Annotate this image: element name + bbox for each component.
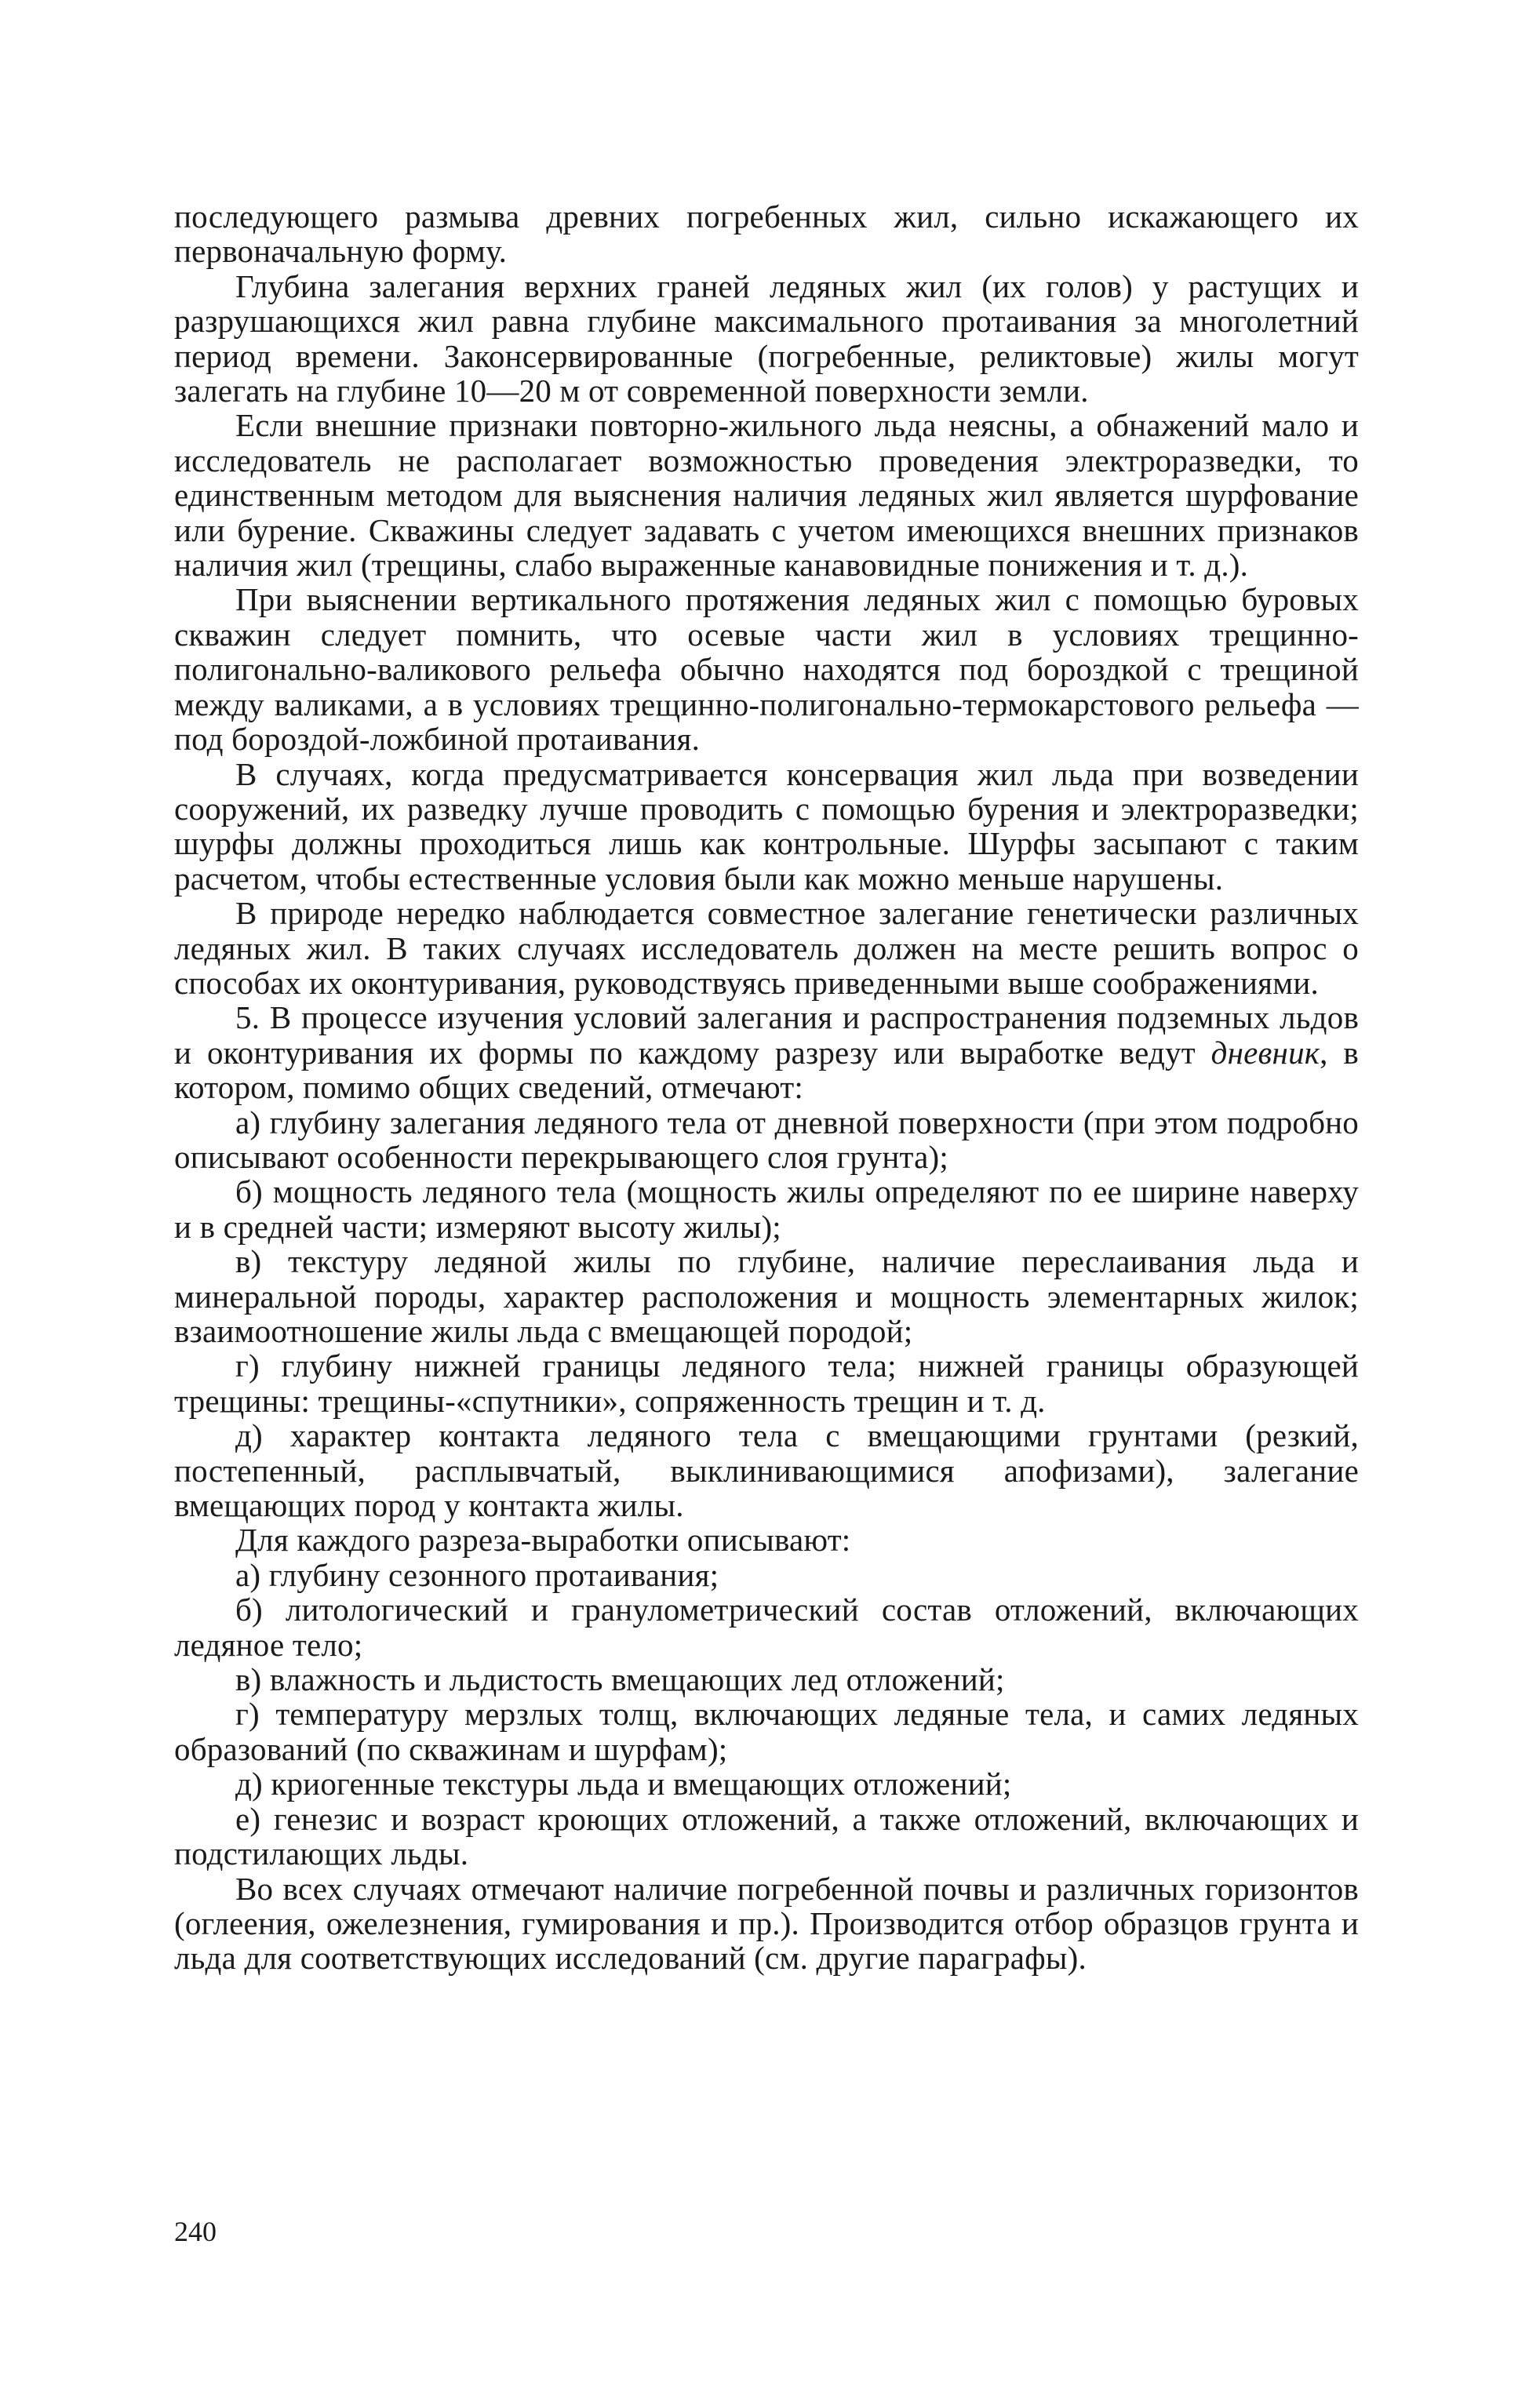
paragraph: В природе нередко наблюдается совместное залегание генетически различных ледяных жил. В таких случаях исследователь должен на месте решить вопрос о способах их оконтуривания, руководствуясь приведенными выше соображениями. bbox=[174, 895, 1359, 1001]
paragraph: Во всех случаях отмечают наличие погребенной почвы и различных горизонтов (оглеения, ожелезнения, гумирования и пр.). Производится отбор образцов грунта и льда для соответствующих исследований (см. другие параграфы). bbox=[174, 1870, 1359, 1977]
paragraph bbox=[174, 1000, 1359, 1104]
list-item: а) глубину залегания ледяного тела от дневной поверхности (при этом подробно описывают особенности перекрывающего слоя грунта); bbox=[174, 1104, 1359, 1175]
list-item: б) литологический и гранулометрический состав отложений, включающих ледяное тело; bbox=[174, 1591, 1359, 1663]
list-item: в) влажность и льдистость вмещающих лед отложений; bbox=[235, 1661, 1005, 1698]
paragraph: При выяснении вертикального протяжения ледяных жил с помощью буровых скважин следует помнить, что осевые части жил в условиях трещинно-полигонально-валикового рельефа обычно находятся под бороздкой с трещиной между валиками, а в условиях трещинно-полигонально-термокарстового рельефа — под бороздой-ложбиной протаивания. bbox=[174, 581, 1359, 758]
list-item: г) глубину нижней границы ледяного тела; нижней границы образующей трещины: трещины-«спутники», сопряженность трещин и т. д. bbox=[174, 1348, 1359, 1419]
list-item: г) температуру мерзлых толщ, включающих ледяные тела, и самих ледяных образований (по скважинам и шурфам); bbox=[174, 1696, 1359, 1767]
list-item: в) текстуру ледяной жилы по глубине, наличие переслаивания льда и минеральной породы, характер расположения и мощность элементарных жилок; взаимоотношение жилы льда с вмещающей породой; bbox=[174, 1243, 1359, 1349]
list-item: д) характер контакта ледяного тела с вмещающими грунтами (резкий, постепенный, расплывчатый, выклинивающимися апофизами), залегание вмещающих пород у контакта жилы. bbox=[174, 1417, 1359, 1524]
paragraph: Глубина залегания верхних граней ледяных жил (их голов) у растущих и разрушающихся жил равна глубине максимального протаивания за многолетний период времени. Законсервированные (погребенные, реликтовые) жилы могут залегать на глубине 10—20 м от современной поверхности земли. bbox=[174, 267, 1359, 409]
list-item: а) глубину сезонного протаивания; bbox=[235, 1556, 719, 1593]
paragraph-text: , в котором, помимо общих сведений, отмечают: bbox=[174, 1034, 1359, 1106]
paragraph-text: 5. В процессе изучения условий залегания и распространения подземных льдов и оконтуривания их формы по каждому разрезу или выработке ведут bbox=[174, 999, 1359, 1071]
paragraph: Если внешние признаки повторно-жильного льда неясны, а обнажений мало и исследователь не располагает возможностью проведения электроразведки, то единственным методом для выяснения наличия ледяных жил является шурфование или бурение. Скважины следует задавать с учетом имеющихся внешних признаков наличия жил (трещины, слабо выраженные канавовидные понижения и т. д.). bbox=[174, 407, 1359, 584]
emphasized-term: дневник bbox=[1210, 1034, 1320, 1071]
list-item: б) мощность ледяного тела (мощность жилы определяют по ее ширине наверху и в средней части; измеряют высоту жилы); bbox=[174, 1173, 1359, 1245]
paragraph: Для каждого разреза-выработки описывают: bbox=[235, 1522, 851, 1559]
paragraph: последующего размыва древних погребенных жил, сильно искажающего их первоначальную форму. bbox=[174, 198, 1359, 270]
list-item: д) криогенные текстуры льда и вмещающих отложений; bbox=[235, 1766, 1012, 1802]
paragraph: В случаях, когда предусматривается консервация жил льда при возведении сооружений, их разведку лучше проводить с помощью бурения и электроразведки; шурфы должны проходиться лишь как контрольные. Шурфы засыпают с таким расчетом, чтобы естественные условия были как можно меньше нарушены. bbox=[174, 755, 1359, 897]
page-number: 240 bbox=[174, 2216, 217, 2247]
list-item: е) генезис и возраст кроющих отложений, а также отложений, включающих и подстилающих льды. bbox=[174, 1800, 1359, 1872]
page-text bbox=[174, 199, 1359, 1976]
